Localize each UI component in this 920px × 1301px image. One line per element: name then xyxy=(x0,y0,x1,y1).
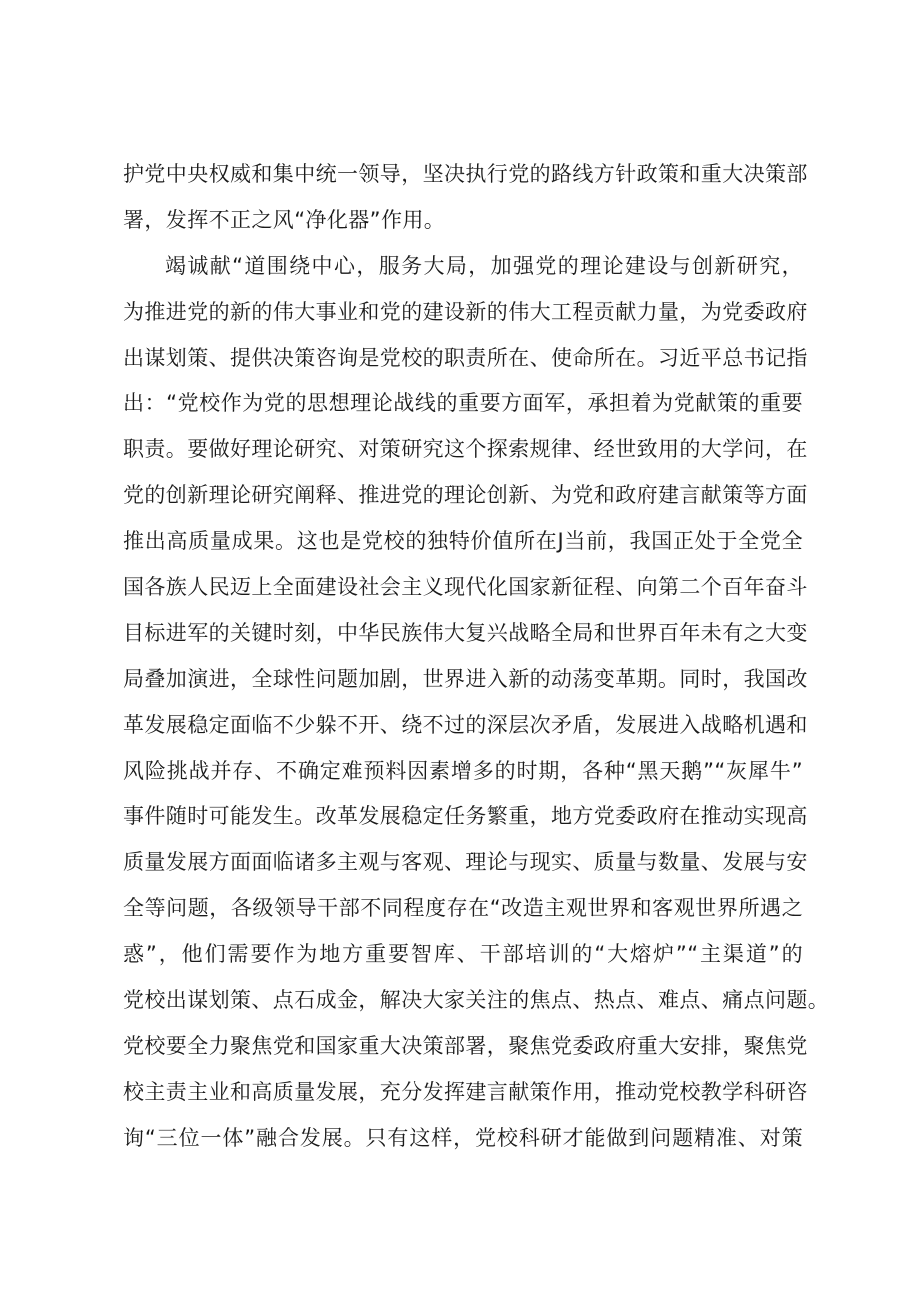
paragraph-2-line-15: 全等问题，各级领导干部不同程度存在“改造主观世界和客观世界所遇之 xyxy=(123,896,803,921)
paragraph-2-line-18: 党校要全力聚焦党和国家重大决策部署，聚焦党委政府重大安排，聚焦党 xyxy=(123,1033,808,1058)
paragraph-2-line-20: 询“三位一体”融合发展。只有这样，党校科研才能做到问题精准、对策 xyxy=(123,1125,803,1150)
paragraph-2-line-10: 局叠加演进，全球性问题加剧，世界进入新的动荡变革期。同时，我国改 xyxy=(123,666,808,691)
paragraph-2-line-19: 校主责主业和高质量发展，充分发挥建言献策作用，推动党校教学科研咨 xyxy=(123,1079,808,1104)
paragraph-2-line-14: 质量发展方面面临诸多主观与客观、理论与现实、质量与数量、发展与安 xyxy=(123,850,808,875)
paragraph-2-line-11: 革发展稳定面临不少躲不开、绕不过的深层次矛盾，发展进入战略机遇和 xyxy=(123,712,808,737)
paragraph-1-line-2: 署，发挥不正之风“净化器”作用。 xyxy=(123,207,446,232)
paragraph-2-line-1: 竭诚献“道围绕中心，服务大局，加强党的理论建设与创新研究， xyxy=(165,253,803,278)
paragraph-2-line-6: 党的创新理论研究阐释、推进党的理论创新、为党和政府建言献策等方面 xyxy=(123,483,808,508)
paragraph-2-line-5: 职责。要做好理论研究、对策研究这个探索规律、经世致用的大学问，在 xyxy=(123,437,808,462)
paragraph-2-line-13: 事件随时可能发生。改革发展稳定任务繁重，地方党委政府在推动实现高 xyxy=(123,804,808,829)
paragraph-2-line-16: 惑”，他们需要作为地方重要智库、干部培训的“大熔炉”“主渠道”的 xyxy=(123,942,803,967)
paragraph-1-line-1: 护党中央权威和集中统一领导，坚决执行党的路线方针政策和重大决策部 xyxy=(123,162,808,186)
paragraph-2-line-8: 国各族人民迈上全面建设社会主义现代化国家新征程、向第二个百年奋斗 xyxy=(123,575,808,600)
paragraph-2-line-3: 出谋划策、提供决策咨询是党校的职责所在、使命所在。习近平总书记指 xyxy=(123,345,808,370)
paragraph-2-line-17: 党校出谋划策、点石成金，解决大家关注的焦点、热点、难点、痛点问题。 xyxy=(123,988,830,1013)
document-body xyxy=(123,152,830,1162)
paragraph-2-line-4: 出：“党校作为党的思想理论战线的重要方面军，承担着为党献策的重要 xyxy=(123,391,803,416)
paragraph-2-line-7: 推出高质量成果。这也是党校的独特价值所在J当前，我国正处于全党全 xyxy=(123,529,803,554)
paragraph-2-line-9: 目标进军的关键时刻，中华民族伟大复兴战略全局和世界百年未有之大变 xyxy=(123,620,808,645)
paragraph-2-line-12: 风险挑战并存、不确定难预料因素增多的时期，各种“黑天鹅”“灰犀牛” xyxy=(123,758,803,783)
paragraph-2-line-2: 为推进党的新的伟大事业和党的建设新的伟大工程贡献力量，为党委政府 xyxy=(123,299,808,324)
